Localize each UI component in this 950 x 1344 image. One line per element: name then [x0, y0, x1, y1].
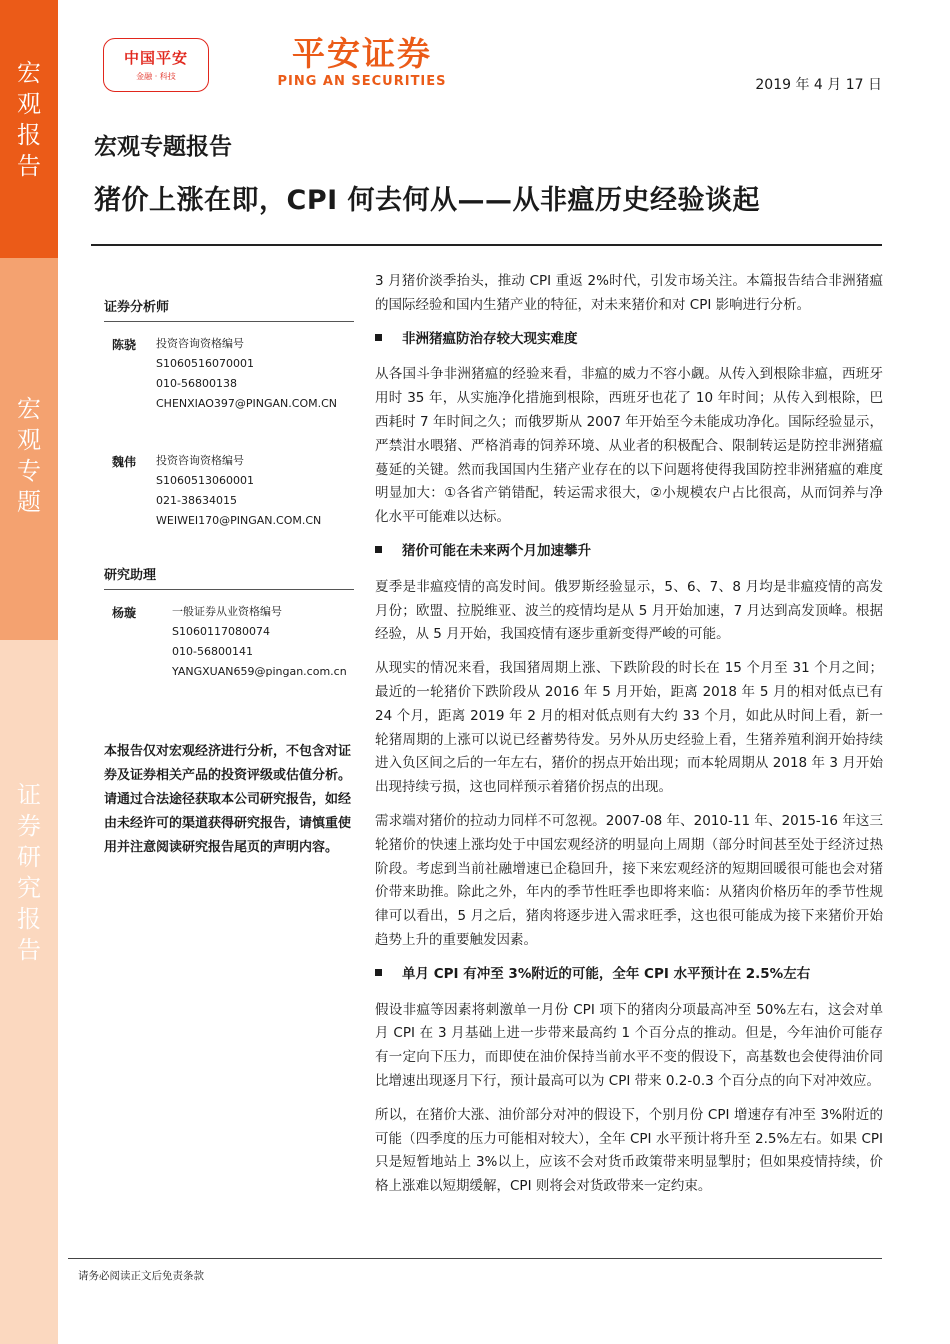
analyst-card	[104, 334, 354, 439]
assistant-section	[104, 564, 354, 707]
report-title: 猪价上涨在即，CPI 何去何从——从非瘟历史经验谈起	[94, 185, 761, 216]
assistant-phone: 010-56800141	[172, 645, 253, 658]
assistant-card	[104, 602, 354, 707]
body-paragraph: 需求端对猪价的拉动力同样不可忽视。2007-08 年、2010-11 年、2015-16 年这三轮猪价的快速上涨均处于中国宏观经济的明显向上周期（部分时间甚至处于经济过热阶段。考虑到当前社融增速已企稳回升，接下来宏观经济的短期回暖很可能也会对猪价带来助推。除此之外，年内的季节性旺季也即将来临：从猪肉价格历年的季节性规律可以看出，5 月之后，猪肉将逐步进入需求旺季，这也很可能成为接下来猪价开始趋势上升的重要触发因素。	[375, 812, 883, 948]
analyst-name: 陈骁	[112, 338, 137, 352]
analyst-phone: 021-38634015	[156, 494, 237, 507]
sidebar-bottom-label: 证 券 研 究 报 告	[17, 781, 41, 964]
title-divider	[91, 244, 882, 246]
analyst-cert-number: S1060513060001	[156, 474, 254, 487]
footer-disclaimer-note: 请务必阅读正文后免责条款	[78, 1270, 204, 1282]
bullet-square-icon	[375, 969, 382, 976]
analyst-phone: 010-56800138	[156, 377, 237, 390]
assistant-cert-number: S1060117080074	[172, 625, 270, 638]
ping-an-securities-logo: 平安证券 PING AN SECURITIES	[277, 34, 447, 89]
analyst-name: 魏伟	[112, 455, 137, 469]
bullet-square-icon	[375, 334, 382, 341]
side-bar	[0, 0, 58, 1344]
analysts-heading: 证券分析师	[104, 296, 354, 322]
body-paragraph: 所以，在猪价大涨、油价部分对冲的假设下，个别月份 CPI 增速存有冲至 3%附近的可能（四季度的压力可能相对较大），全年 CPI 水平预计将升至 2.5%左右。如果 CPI 只是短暂地站上 3%以上，应该不会对货币政策带来明显掣肘；但如果疫情持续，价格上涨难以短期缓解，CPI 则将会对货政带来一定约束。	[375, 1106, 883, 1195]
sidebar-top-label: 宏 观 报 告	[17, 59, 41, 180]
analyst-email[interactable]: WEIWEI170@PINGAN.COM.CN	[156, 514, 322, 527]
intro-paragraph: 3 月猪价淡季抬头，推动 CPI 重返 2%时代，引发市场关注。本篇报告结合非洲猪瘟的国际经验和国内生猪产业的特征，对未来猪价和对 CPI 影响进行分析。	[375, 273, 883, 313]
disclaimer-block	[104, 740, 354, 860]
body-paragraph: 从各国斗争非洲猪瘟的经验来看，非瘟的威力不容小觑。从传入到根除非瘟，西班牙用时 35 年，从实施净化措施到根除，西班牙也花了 10 年时间；从传入到根除，巴西耗时 7 年时间之久；而俄罗斯从 2007 年开始至今未能成功净化。国际经验显示，严禁泔水喂猪、严格消毒的饲养环境、从业者的积极配合、限制转运是防控非洲猪瘟蔓延的关键。然而我国国内生猪产业存在的以下问题将使得我国防控非洲猪瘟的难度明显加大：①各省产销错配，转运需求很大，②小规模农户占比很高，从而饲养与净化水平可能难以达标。	[375, 366, 883, 526]
assistant-name: 杨璇	[112, 606, 137, 620]
analyst-cert-number: S1060516070001	[156, 357, 254, 370]
sidebar-middle-label: 宏 观 专 题	[17, 395, 41, 516]
ping-an-group-logo: 中国平安 金融 · 科技	[103, 38, 209, 92]
section-heading: 非洲猪瘟防治存较大现实难度	[375, 328, 883, 352]
body-paragraph: 从现实的情况来看，我国猪周期上涨、下跌阶段的时长在 15 个月至 31 个月之间；最近的一轮猪价下跌阶段从 2016 年 5 月开始，距离 2018 年 5 月的相对低点已有 24 个月，距离 2019 年 2 月的相对低点则有大约 33 个月，如此从时间上看，新一轮猪周期的上涨可以说已经蓄势待发。另外从历史经验上看，生猪养殖利润开始持续进入负区间之后的一年左右，猪价的拐点开始出现；而本轮周期从 2018 年 3 月开始出现持续亏损，这也同样预示着猪价拐点的出现。	[375, 660, 883, 796]
body-paragraph: 夏季是非瘟疫情的高发时间。俄罗斯经验显示，5、6、7、8 月均是非瘟疫情的高发月份；欧盟、拉脱维亚、波兰的疫情均是从 5 月开始加速，7 月达到高发顶峰。根据经验，从 5 月开始，我国疫情有逐步重新变得严峻的可能。	[375, 578, 883, 643]
body-paragraph: 假设非瘟等因素将刺激单一月份 CPI 项下的猪肉分项最高冲至 50%左右，这会对单月 CPI 在 3 月基础上进一步带来最高约 1 个百分点的推动。但是，今年油价可能存有一定向下压力，而即使在油价保持当前水平不变的假设下，高基数也会使得油价同比增速出现逐月下行，预计最高可以为 CPI 带来 0.2-0.3 个百分点的向下对冲效应。	[375, 1001, 883, 1089]
report-type: 宏观专题报告	[94, 134, 232, 160]
analyst-panel	[104, 296, 354, 707]
report-body	[375, 270, 883, 1209]
sidebar-segment-middle	[0, 258, 58, 640]
section-heading: 猪价可能在未来两个月加速攀升	[375, 540, 883, 564]
disclaimer-usage: 请通过合法途径获取本公司研究报告，如经由未经许可的渠道获得研究报告，请慎重使用并注意阅读研究报告尾页的声明内容。	[104, 792, 352, 855]
footer-divider	[68, 1258, 882, 1259]
assistant-heading: 研究助理	[104, 564, 354, 590]
assistant-email[interactable]: YANGXUAN659@pingan.com.cn	[172, 665, 347, 678]
assistant-cert-label: 一般证券从业资格编号	[172, 605, 282, 618]
report-date: 2019 年 4 月 17 日	[755, 77, 882, 93]
analyst-email[interactable]: CHENXIAO397@PINGAN.COM.CN	[156, 397, 338, 410]
section-heading: 单月 CPI 有冲至 3%附近的可能，全年 CPI 水平预计在 2.5%左右	[375, 963, 883, 987]
bullet-square-icon	[375, 546, 382, 553]
sidebar-segment-bottom	[0, 640, 58, 1344]
analyst-cert-label: 投资咨询资格编号	[156, 454, 244, 467]
analyst-card	[104, 451, 354, 556]
sidebar-segment-top	[0, 0, 58, 258]
disclaimer-scope: 本报告仅对宏观经济进行分析，不包含对证券及证券相关产品的投资评级或估值分析。	[104, 744, 352, 783]
analyst-cert-label: 投资咨询资格编号	[156, 337, 244, 350]
